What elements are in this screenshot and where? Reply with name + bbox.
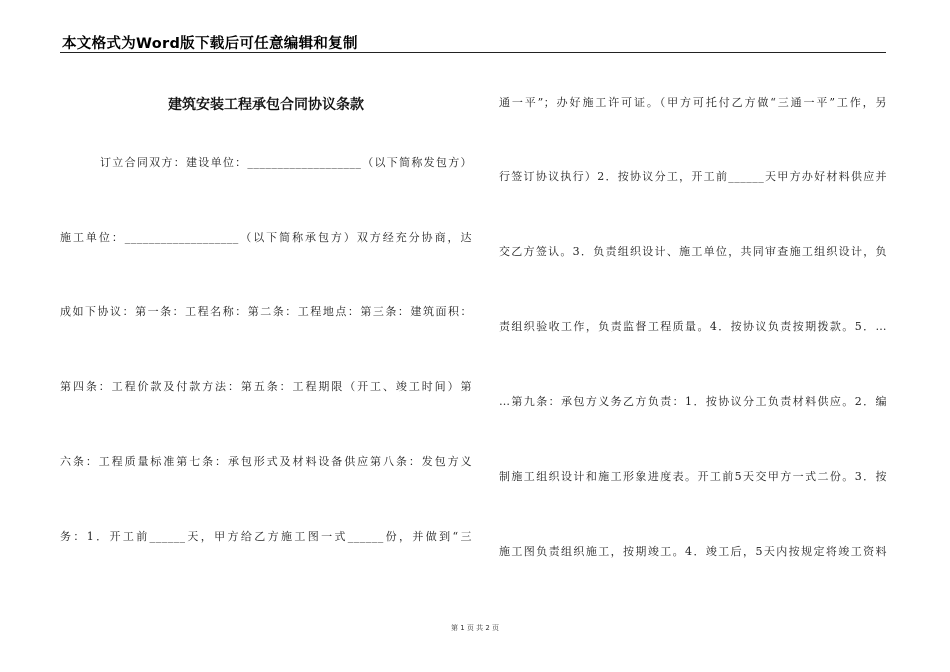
body-line: 制施工组织设计和施工形象进度表。开工前5天交甲方一式二份。3．按	[499, 470, 887, 483]
page-number: 第 1 页 共 2 页	[450, 624, 500, 632]
body-line: 六条：工程质量标准第七条：承包形式及材料设备供应第八条：发包方义	[60, 455, 472, 468]
body-line: 交乙方签认。3．负责组织设计、施工单位，共同审查施工组织设计，负	[499, 245, 887, 258]
body-line: 成如下协议：第一条：工程名称：第二条：工程地点：第三条：建筑面积：	[60, 305, 472, 318]
body-line: 施工单位：___________________（以下简称承包方）双方经充分协商，达	[60, 231, 472, 244]
body-line: 施工图负责组织施工，按期竣工。4．竣工后，5天内按规定将竣工资料	[499, 545, 887, 558]
banner-divider	[60, 52, 886, 53]
body-line: 责组织验收工作，负责监督工程质量。4．按协议负责按期拨款。5．…	[499, 320, 887, 333]
body-line: 务：1．开工前______天，甲方给乙方施工图一式______份，并做到“三	[60, 530, 472, 543]
body-line: …第九条：承包方义务乙方负责：1．按协议分工负责材料供应。2．编	[499, 395, 887, 408]
document-title: 建筑安装工程承包合同协议条款	[168, 97, 364, 113]
body-line: 订立合同双方：建设单位：___________________（以下简称发包方）	[100, 156, 472, 169]
download-banner: 本文格式为Word版下载后可任意编辑和复制	[62, 36, 358, 52]
body-line: 通一平”；办好施工许可证。（甲方可托付乙方做“三通一平”工作，另	[499, 96, 887, 109]
body-line: 第四条：工程价款及付款方法：第五条：工程期限（开工、竣工时间）第	[60, 380, 472, 393]
body-line: 行签订协议执行）2．按协议分工，开工前______天甲方办好材料供应并	[499, 170, 887, 183]
